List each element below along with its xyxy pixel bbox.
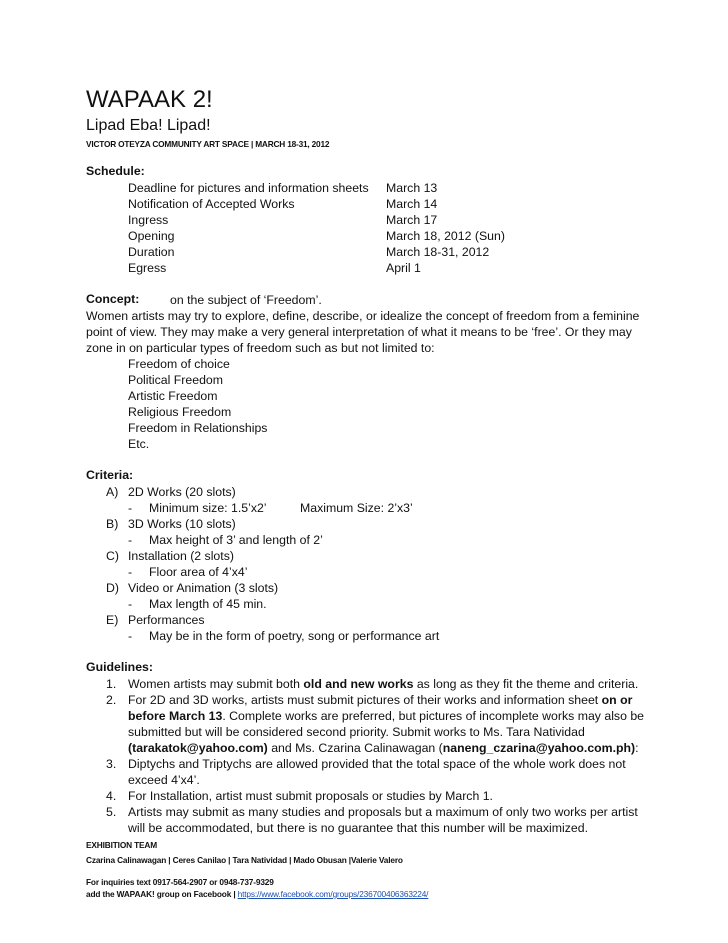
dash-marker: - [128,629,133,643]
concept-lead: on the subject of ‘Freedom’. [170,293,322,307]
list-marker: B) [106,517,119,531]
guideline-emphasis: old and new works [303,677,414,691]
email-tara: (tarakatok@yahoo.com) [128,741,268,755]
guideline-text: as long as they fit the theme and criteria. [413,677,639,691]
email-czarina: naneng_czarina@yahoo.com.ph) [442,741,636,755]
team-members: Czarina Calinawagan | Ceres Canilao | Tara Natividad | Mado Obusan |Valerie Valero [86,855,403,865]
document-subtitle: Lipad Eba! Lipad! [86,117,211,134]
list-marker: 1. [106,677,117,691]
facebook-group-link[interactable]: https://www.facebook.com/groups/236700406363224/ [237,889,429,899]
facebook-group-text: add the WAPAAK! group on Facebook | [86,889,238,899]
list-marker: 4. [106,789,117,803]
schedule-label: Deadline for pictures and information sheets [128,181,369,195]
list-marker: D) [106,581,119,595]
list-item: Freedom of choice [128,357,230,371]
guideline-line [128,692,632,708]
concept-paragraph-line: zone in on particular types of freedom such as but not limited to: [86,341,435,355]
guideline-line [128,740,639,756]
schedule-label: Notification of Accepted Works [128,197,295,211]
schedule-heading: Schedule: [86,164,145,178]
schedule-label: Ingress [128,213,169,227]
guideline-line: Artists may submit as many studies and proposals but a maximum of only two works per artist [128,805,638,819]
guidelines-heading: Guidelines: [86,660,153,674]
criteria-detail: Max height of 3’ and length of 2’ [149,533,323,547]
list-marker: E) [106,613,119,627]
schedule-date: March 14 [386,197,438,211]
document-title: WAPAAK 2! [86,86,213,113]
schedule-date: March 18-31, 2012 [386,245,490,259]
list-marker: C) [106,549,119,563]
schedule-date: March 13 [386,181,438,195]
concept-paragraph-line: point of view. They may make a very general interpretation of what it means to be ‘free’. Or they may [86,325,632,339]
guideline-text: Women artists may submit both [128,677,304,691]
guideline-emphasis: before March 13 [128,709,223,723]
schedule-label: Opening [128,229,175,243]
facebook-group-line [86,889,428,899]
list-item: Artistic Freedom [128,389,218,403]
venue-line: VICTOR OTEYZA COMMUNITY ART SPACE | MARCH 18-31, 2012 [86,139,330,149]
guideline-text: : [635,741,639,755]
guideline-line [128,676,638,692]
criteria-heading: Criteria: [86,468,134,482]
list-marker: 3. [106,757,117,771]
criteria-item: Installation (2 slots) [128,549,234,563]
schedule-date: April 1 [386,261,421,275]
criteria-detail: Minimum size: 1.5’x2’ [149,501,267,515]
guideline-line: For Installation, artist must submit proposals or studies by March 1. [128,789,493,803]
guideline-line: Diptychs and Triptychs are allowed provided that the total space of the whole work does not [128,757,626,771]
guideline-text: and Ms. Czarina Calinawagan ( [267,741,443,755]
criteria-item: 3D Works (10 slots) [128,517,236,531]
guideline-line: exceed 4’x4’. [128,773,200,787]
concept-paragraph-line: Women artists may try to explore, define, describe, or idealize the concept of freedom from a feminine [86,309,640,323]
dash-marker: - [128,501,133,515]
concept-heading: Concept: [86,292,140,306]
guideline-emphasis: on or [601,693,633,707]
list-item: Etc. [128,437,150,451]
criteria-item: Performances [128,613,205,627]
criteria-detail: Floor area of 4’x4’ [149,565,248,579]
list-item: Freedom in Relationships [128,421,268,435]
criteria-detail: Max length of 45 min. [149,597,267,611]
list-marker: 5. [106,805,117,819]
dash-marker: - [128,533,133,547]
list-item: Political Freedom [128,373,223,387]
schedule-date: March 18, 2012 (Sun) [386,229,505,243]
dash-marker: - [128,565,133,579]
list-marker: 2. [106,693,117,707]
guideline-text: For 2D and 3D works, artists must submit pictures of their works and information sheet [128,693,602,707]
guideline-text: . Complete works are preferred, but pictures of incomplete works may also be [222,709,645,723]
criteria-item: 2D Works (20 slots) [128,485,236,499]
criteria-detail: May be in the form of poetry, song or performance art [149,629,440,643]
schedule-label: Duration [128,245,175,259]
list-marker: A) [106,485,119,499]
guideline-line: submitted but will be considered second priority. Submit works to Ms. Tara Natividad [128,725,585,739]
schedule-date: March 17 [386,213,438,227]
list-item: Religious Freedom [128,405,232,419]
team-heading: EXHIBITION TEAM [86,840,158,850]
schedule-label: Egress [128,261,167,275]
criteria-detail: Maximum Size: 2’x3’ [300,501,413,515]
inquiries-line: For inquiries text 0917-564-2907 or 0948-737-9329 [86,877,274,887]
guideline-line: will be accommodated, but there is no guarantee that this number will be maximized. [128,821,588,835]
criteria-item: Video or Animation (3 slots) [128,581,279,595]
guideline-line [128,708,644,724]
dash-marker: - [128,597,133,611]
